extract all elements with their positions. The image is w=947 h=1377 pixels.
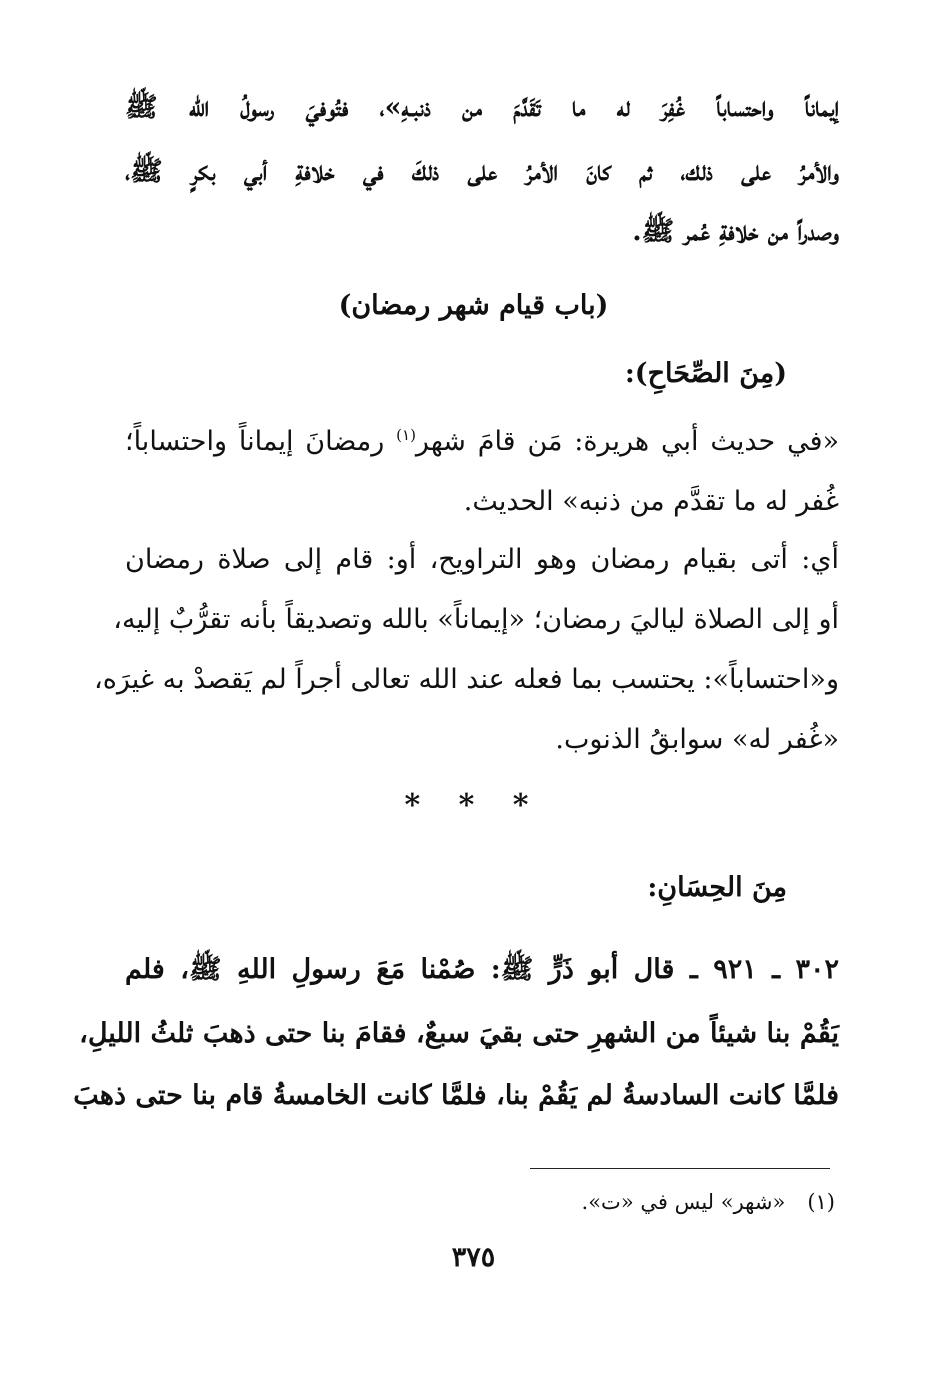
intro-line-1: إيماناً واحتساباً غُفِرَ له ما تَقَدَّمَ من ذنبـهِ»، فتُوفيَ رسولُ الله ﷺ xyxy=(125,92,839,123)
sahah-heading: (مِنَ الصِّحَاحِ): xyxy=(624,358,787,389)
hadith2-line-3: فلمَّا كانت السادسةُ لم يَقُمْ بنا، فلمَّا كانت الخامسةُ قام بنا حتى ذهبَ xyxy=(73,1080,839,1111)
intro-line-2: والأمرُ على ذلك، ثم كانَ الأمرُ على ذلكَ في خلافةِ أبي بكرٍ ﷺ، xyxy=(125,156,839,187)
section-separator: * * * xyxy=(404,788,543,823)
footnote-divider xyxy=(530,1168,830,1169)
footnote-text: «شهر» ليس في «ت». xyxy=(581,1190,786,1214)
hadith-line-1-start: «في حديث أبي هريرة: مَن قامَ شهر xyxy=(415,426,839,457)
intro-line-3: وصدراً من خلافةِ عُمر ﷺ. xyxy=(632,216,839,247)
hisan-heading: مِنَ الحِسَانِ: xyxy=(647,872,787,903)
chapter-heading: (باب قيام شهر رمضان) xyxy=(338,290,609,321)
footnote-ref: (١) xyxy=(396,426,416,444)
hadith-line-1 xyxy=(125,422,839,462)
commentary-line-2: أو إلى الصلاة لياليَ رمضان؛ «إيماناً» بالله وتصديقاً بأنه تقرُّبٌ إليه، xyxy=(113,604,839,635)
hadith-line-2: غُفر له ما تقدَّم من ذنبه» الحديث. xyxy=(463,486,839,517)
hadith2-line-1: ٣٠٢ ـ ٩٢١ ـ قال أبو ذَرٍّ ﷺ: صُمْنا مَعَ رسولِ اللهِ ﷺ، فلم xyxy=(125,954,839,985)
footnote-number: (١) xyxy=(807,1190,835,1214)
page-number: ٣٧٥ xyxy=(451,1242,496,1273)
footnote xyxy=(582,1186,835,1218)
commentary-line-3: و«احتساباً»: يحتسب بما فعله عند الله تعالى أجراً لم يَقصدْ به غيرَه، xyxy=(94,664,839,695)
commentary-line-1: أي: أتى بقيام رمضان وهو التراويح، أو: قام إلى صلاة رمضان xyxy=(125,544,839,575)
hadith-line-1-end: رمضانَ إيماناً واحتساباً؛ xyxy=(125,426,397,457)
hadith2-line-2: يَقُمْ بنا شيئاً من الشهرِ حتى بقيَ سبعٌ، فقامَ بنا حتى ذهبَ ثلثُ الليلِ، xyxy=(79,1018,839,1049)
commentary-line-4: «غُفر له» سوابقُ الذنوب. xyxy=(555,724,839,755)
